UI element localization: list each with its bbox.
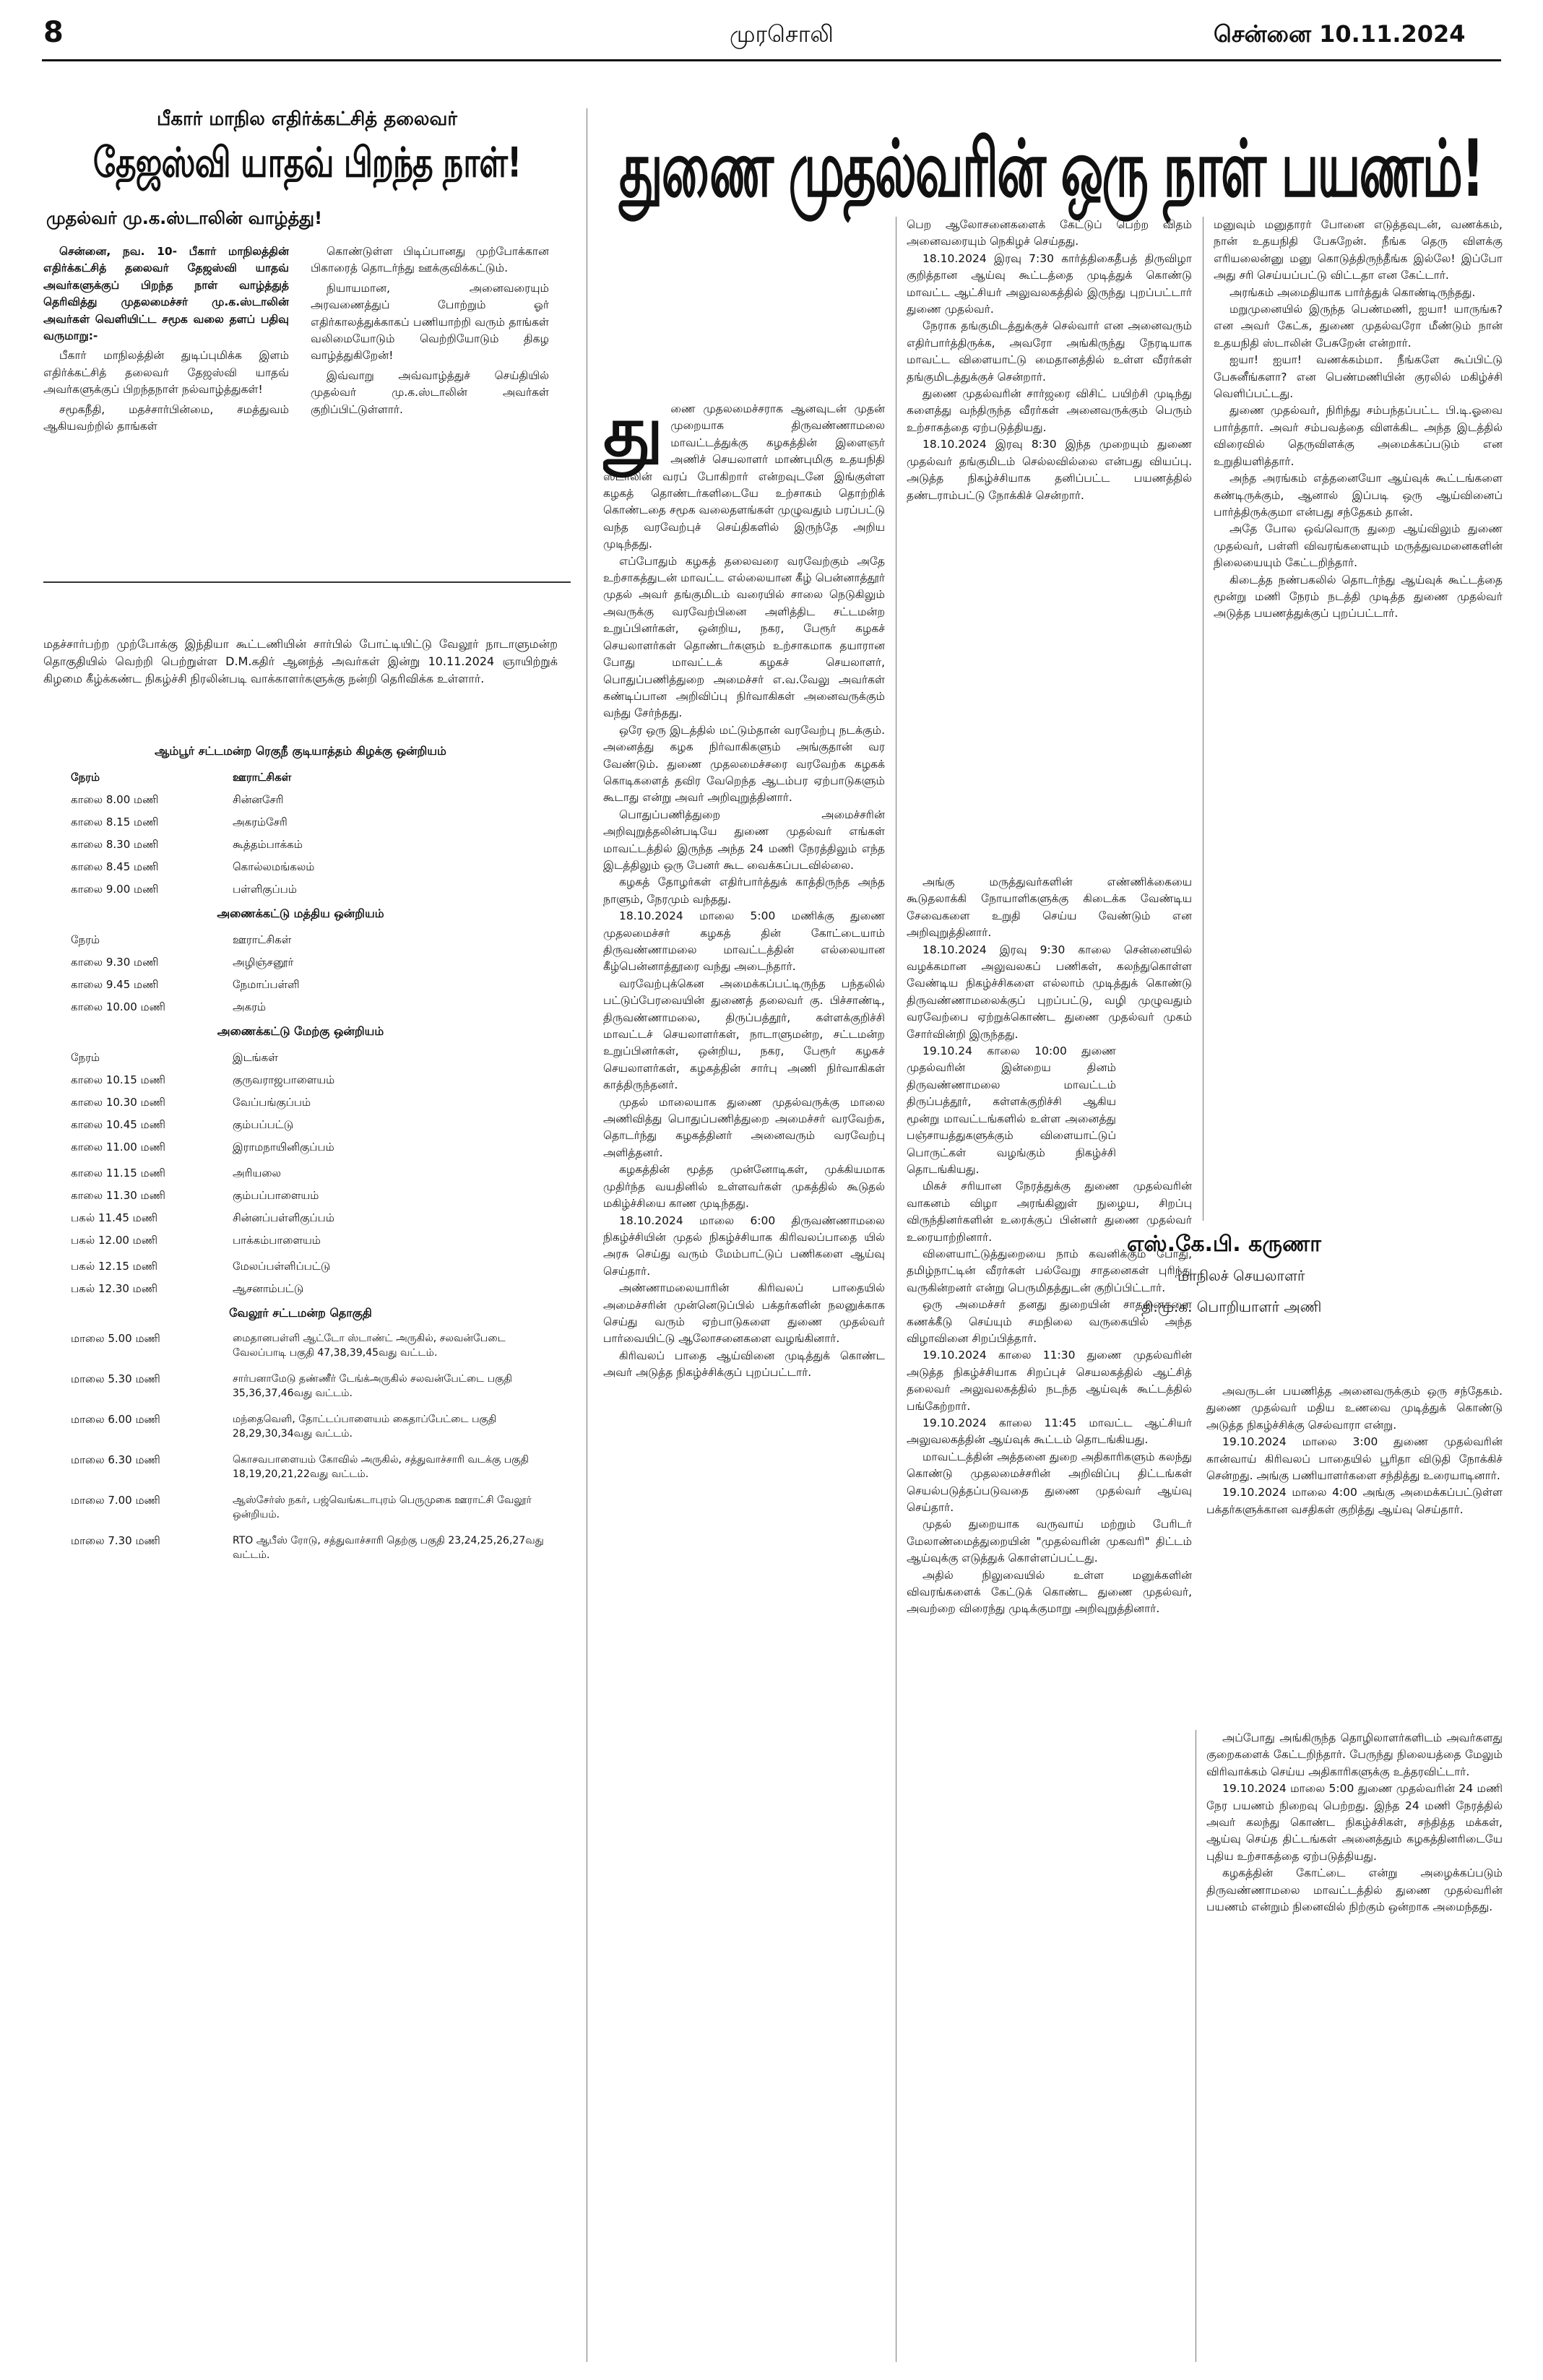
author-org: தி.மு.க. பொறியாளர் அணி [1141,1298,1322,1315]
schedule-time: காலை 8.15 மணி [71,815,159,828]
main-paragraph: துணை முதல்வரின் சார்ஜரை விசிட் பயிற்சி முடிந்து களைத்து வந்திருந்த வீரர்கள் அனைவருக்கும் பெரும் உற்சாகத்தை ஏற்படுத்தியது. [907,387,1192,434]
schedule-time: காலை 10.00 மணி [71,1000,165,1013]
main-paragraph: வரவேற்புக்கென அமைக்கப்பட்டிருந்த பந்தலில் பட்டுப்பேரவையின் துணைத் தலைவர் கு. பிச்சாண்டி, திருவண்ணாமலை, திருப்பத்தூர், கள்ளக்குறிச்சி மாவட்டச் செயலாளர்கள், நாடாளுமன்ற, சட்டமன்ற உறுப்பினர்கள், ஒன்றிய, நகர, பேரூர் கழகச் செயலாளர்கள், கழகத்தின் சார்பு அணி நிர்வாகிகள் காத்திருந்தனர். [603,977,885,1092]
main-headline: துணை முதல்வரின் ஒரு நாள் பயணம்! [619,123,1483,215]
left-paragraph: இவ்வாறு அவ்வாழ்த்துச் செய்தியில் முதல்வர் மு.க.ஸ்டாலின் அவர்கள் குறிப்பிட்டுள்ளார். [311,368,549,416]
schedule-place: ஆஸ்சேர்ஸ் நகர், பஜ்வெங்கடாபுரம் பெருமுகை ஊராட்சி வேலூர் ஒன்றியம். [233,1494,532,1520]
schedule-row [43,996,558,1018]
schedule-time: காலை 9.30 மணி [71,956,159,969]
schedule-place: கூத்தம்பாக்கம் [233,838,303,851]
main-paragraph: முதல் மாலையாக துணை முதல்வருக்கு மாலை அணிவித்து பொதுப்பணித்துறை அமைச்சர் வரவேற்க, தொடர்ந்து கழகத்தினர் அனைவரும் வரவேற்பு அளித்தனர். [603,1095,885,1159]
main-paragraph: ஐயா! ஐயா! வணக்கம்மா. நீங்களே கூப்பிட்டு பேசுனீங்களா? என பெண்மணியின் குரலில் மகிழ்ச்சி வெளிப்பட்டது. [1214,353,1503,401]
schedule-row [43,1114,558,1136]
schedule-place: மேலப்பள்ளிப்பட்டு [233,1260,331,1273]
main-paragraph: 19.10.2024 மாலை 5:00 துணை முதல்வரின் 24 மணி நேர பயணம் நிறைவு பெற்றது. இந்த 24 மணி நேரத்தில் அவர் கலந்து கொண்ட நிகழ்ச்சிகள், சந்தித்த மக்கள், ஆய்வு செய்த திட்டங்கள் அனைத்தும் கழகத்தினரிடையே புதிய உற்சாகத்தை ஏற்படுத்தியது. [1206,1782,1503,1863]
place-header: ஊராட்சிகள் [233,771,292,784]
main-paragraph: கிடைத்த நண்பகலில் தொடர்ந்து ஆய்வுக் கூட்டத்தை மூன்று மணி நேரம் நடத்தி முடித்த துணை முதல்வர் அடுத்த பயணத்துக்குப் புறப்பட்டார். [1214,573,1503,620]
schedule-time: காலை 10.45 மணி [71,1118,165,1131]
schedule-row [43,1278,558,1300]
schedule-table [43,744,558,1571]
schedule-row [43,1069,558,1091]
schedule-place: வேப்பங்குப்பம் [233,1096,311,1109]
main-paragraph: 19.10.2024 காலை 11:30 துணை முதல்வரின் அடுத்த நிகழ்ச்சியாக சிறப்புச் செயலகத்தில் ஆட்சித் தலைவர் அலுவலகத்தில் நடந்த ஆய்வுக் கூட்டத்தில் பங்கேற்றார். [907,1349,1192,1413]
schedule-time: மாலை 7.30 மணி [71,1534,160,1547]
main-col-b-top [907,217,1192,722]
schedule-time: மாலை 5.30 மணி [71,1372,160,1385]
schedule-place: அகரம்சேரி [233,815,288,828]
main-paragraph: கழகத்தின் கோட்டை என்று அழைக்கப்படும் திருவண்ணாமலை மாவட்டத்தில் துணை முதல்வரின் பயணம் என்றும் நினைவில் நிற்கும் ஒன்றாக அமைந்தது. [1206,1866,1503,1914]
schedule-time: காலை 10.15 மணி [71,1073,165,1086]
schedule-time: காலை 11.00 மணி [71,1141,165,1154]
left-subhead: முதல்வர் மு.க.ஸ்டாலின் வாழ்த்து! [46,208,323,228]
main-paragraph: விளையாட்டுத்துறையை நாம் கவனிக்கும் போது, தமிழ்நாட்டின் வீரர்கள் பல்வேறு சாதனைகள் புரிந்து வருகின்றனர் என்று பெருமிதத்துடன் குறிப்பிட்டார். [907,1247,1192,1294]
dropcap: து [603,401,664,472]
main-paragraph: 18.10.2024 இரவு 7:30 கார்த்திகைதீபத் திருவிழா குறித்தான ஆய்வு கூட்டத்தை முடித்துக் கொண்டு மாவட்ட ஆட்சியர் அலுவலகத்தில் இருந்து புறப்பட்டார் துணை முதல்வர். [907,251,1192,316]
schedule-header-row [43,766,558,789]
schedule-row [43,878,558,901]
left-headline: தேஜஸ்வி யாதவ் பிறந்த நாள்! [92,139,522,187]
main-paragraph: துணை முதல்வர், நிரிந்து சம்பந்தப்பட்ட பி.டி.ஓவை பார்த்தார். அவர் சம்பவத்தை விளக்கிட அந்த இடத்தில் விரைவில் தெருவிளக்கு அமைக்கப்படும் என உறுதியளித்தார். [1214,404,1503,468]
main-paragraph: நேராக தங்குமிடத்துக்குச் செல்வார் என அனைவரும் எதிர்பார்த்திருக்க, அவரோ அங்கிருந்து நேரடியாக மாவட்ட விளையாட்டு மைதானத்தில் உள்ள வீரர்கள் தங்குமிடத்துக்குச் சென்றார். [907,319,1192,384]
schedule-time: காலை 8.00 மணி [71,793,159,806]
schedule-place: சார்பனாமேடு தண்ணீர் டேங்க்அருகில் சலவன்பேட்டை பகுதி 35,36,37,46வது வட்டம். [233,1373,512,1399]
schedule-time: மாலை 5.00 மணி [71,1332,160,1345]
schedule-row [43,1159,558,1185]
schedule-time: மாலை 7.00 மணி [71,1494,160,1507]
main-paragraph: அப்போது அங்கிருந்த தொழிலாளர்களிடம் அவர்களது குறைகளைக் கேட்டறிந்தார். பேருந்து நிலையத்தை மேலும் விரிவாக்கம் செய்ய அதிகாரிகளுக்கு உத்தரவிட்டார். [1206,1731,1503,1778]
main-paragraph: எப்போதும் கழகத் தலைவரை வரவேற்கும் அதே உற்சாகத்துடன் மாவட்ட எல்லையான கீழ் பென்னாத்தூர் முதல் அவர் தங்குமிடம் வரையில் சாலை நெடுகிலும் அவருக்கு வரவேற்பினை அளித்திட சட்டமன்ற உறுப்பினர்கள், ஒன்றிய, நகர, பேரூர் கழகச் செயலாளர்கள் தொண்டர்களும் உற்சாகமாக தயாரான போது மாவட்டக் கழகச் செயலாளர், பொதுப்பணித்துறை அமைச்சர் எ.வ.வேலு அவர்கள் கண்டிப்பான அறிவிப்பு நிர்வாகிகள் அனைவருக்கும் வந்து சேர்ந்தது. [603,554,885,720]
schedule-place: கும்பப்பட்டு [233,1118,294,1131]
author-role: மாநிலச் செயலாளர் [1177,1267,1305,1284]
schedule-time: மாலை 6.00 மணி [71,1413,160,1426]
schedule-row [43,789,558,811]
schedule-time: காலை 8.45 மணி [71,860,159,873]
schedule-time: பகல் 11.45 மணி [71,1211,158,1224]
paper-name: முரசொலி [730,20,834,48]
left-story [43,108,571,563]
schedule-row [43,834,558,856]
schedule-place: நேமாப்பள்ளி [233,978,300,991]
main-col-b-bottom [907,874,1192,2362]
schedule-place: இராமநாயினிகுப்பம் [233,1141,334,1154]
time-header: நேரம் [71,1051,100,1064]
schedule-row [43,1531,558,1571]
main-paragraph: 19.10.2024 காலை 11:45 மாவட்ட ஆட்சியர் அலுவலகத்தின் ஆய்வுக் கூட்டம் தொடங்கியது. [907,1416,1192,1447]
place-header: இடங்கள் [233,1051,278,1064]
schedule-row [43,1229,558,1252]
main-col-a [603,401,885,2362]
schedule-time: பகல் 12.30 மணி [71,1282,158,1295]
schedule-row [43,1409,558,1450]
schedule-place: அகரம் [233,1000,267,1013]
schedule-place: சின்னப்பள்ளிகுப்பம் [233,1211,334,1224]
left-kicker: பீகார் மாநில எதிர்க்கட்சித் தலைவர் [157,108,457,130]
main-paragraph: பொதுப்பணித்துறை அமைச்சரின் அறிவுறுத்தலின்படியே துணை முதல்வர் எங்கள் மாவட்டத்தில் இருந்த அந்த 24 மணி நேரத்திலும் எந்த இடத்திலும் ஒரு பேனர் கூட வைக்கப்படவில்லை. [603,808,885,872]
schedule-row [43,1136,558,1159]
main-paragraph: 19.10.24 காலை 10:00 துணை முதல்வரின் இன்றைய தினம் திருவண்ணாமலை மாவட்டம் திருப்பத்தூர், கள்ளக்குறிச்சி ஆகிய மூன்று மாவட்டங்களில் உள்ள அனைத்து பஞ்சாயத்துகளுக்கும் விளையாட்டுப் பொருட்கள் வழங்கும் நிகழ்ச்சி தொடங்கியது. [907,1044,1116,1176]
main-paragraph: 18.10.2024 இரவு 8:30 இந்த முறையும் துணை முதல்வர் தங்குமிடம் செல்லவில்லை என்பது வியப்பு. அடுத்த நிகழ்ச்சியாக தனிப்பட்ட பயணத்தில் தண்டராம்பட்டு நோக்கிச் சென்றார். [907,438,1192,502]
left-col-1 [43,243,289,554]
main-paragraph: ஒரு அமைச்சர் தனது துறையின் சாதனைகளை கணக்கீடு செய்யும் சமநிலை வருகையில் அந்த விழாவினை சிறப்பித்தார். [907,1298,1192,1345]
schedule-row [43,811,558,834]
place-header: ஊராட்சிகள் [233,933,292,946]
time-header: நேரம் [71,933,100,946]
main-paragraph: ணை முதலமைச்சராக ஆனவுடன் முதன் முறையாக திருவண்ணாமலை மாவட்டத்துக்கு கழகத்தின் இளைஞர் அணிச் செயலாளர் மாண்புமிகு உதயநிதி ஸ்டாலின் வரப் போகிறார் என்றவுடனே இங்குள்ள கழகத் தொண்டர்களிடையே உற்சாகம் தொற்றிக் கொண்டதை சமூக வலைதளங்கள் முழுவதும் பரப்பட்டு வந்த வரவேற்புச் செய்திகளில் இருந்தே அறிய முடிந்தது. [603,402,885,551]
byline-box [1127,1232,1344,1325]
main-paragraph: அவருடன் பயணித்த அனைவருக்கும் ஒரு சந்தேகம். துணை முதல்வர் மதிய உணவை முடித்துக் கொண்டு அடுத்த நிகழ்ச்சிக்கு செல்வாரா என்று. [1206,1385,1503,1432]
main-paragraph: முதல் துறையாக வருவாய் மற்றும் பேரிடர் மேலாண்மைத்துறையின் "முதல்வரின் முகவரி" திட்டம் ஆய்வுக்கு எடுத்துக் கொள்ளப்பட்டது. [907,1518,1192,1565]
main-paragraph: கழகத் தோழர்கள் எதிர்பார்த்துக் காத்திருந்த அந்த நாளும், நேரமும் வந்தது. [603,875,885,906]
main-paragraph: அண்ணாமலையாரின் கிரிவலப் பாதையில் அமைச்சரின் முன்னெடுப்பில் பக்தர்களின் நலனுக்காக செய்து வரும் ஏற்பாடுகளை துணை முதல்வர் பார்வையிட்டு ஆலோசனைகளை வழங்கினார். [603,1281,885,1346]
main-col-c-mid [1206,1383,1503,1643]
schedule-place: ஆசனாம்பட்டு [233,1282,304,1295]
author-name: எஸ்.கே.பி. கருணா [1127,1232,1321,1257]
main-paragraph: 19.10.2024 மாலை 3:00 துணை முதல்வரின் கான்வாய் கிரிவலப் பாதையில் பூரிதா விடுதி நோக்கிச் சென்றது. அங்கு பணியாளர்களை சந்தித்து உரையாடினார். [1206,1435,1503,1483]
main-paragraph: அங்கு மருத்துவர்களின் எண்ணிக்கையை கூடுதலாக்கி நோயாளிகளுக்கு கிடைக்க வேண்டிய சேவைகளை உறுதி செய்ய வேண்டும் என அறிவுறுத்தினார். [907,875,1192,940]
schedule-row [43,1252,558,1278]
schedule-section-title: அணைக்கட்டு மத்திய ஒன்றியம் [217,906,384,920]
schedule-row [43,951,558,974]
schedule-row [43,856,558,878]
schedule-time: காலை 9.00 மணி [71,883,159,896]
left-paragraph: சென்னை, நவ. 10- பீகார் மாநிலத்தின் எதிர்க்கட்சித் தலைவர் தேஜஸ்வி யாதவ் அவர்களுக்குப் பிறந்த நாள் வாழ்த்துத் தெரிவித்து முதலமைச்சர் மு.க.ஸ்டாலின் அவர்கள் வெளியிட்ட சமூக வலை தளப் பதிவு வருமாறு:- [43,245,289,343]
main-col-c-bottom [1206,1730,1503,2362]
time-header: நேரம் [71,771,100,784]
schedule-time: பகல் 12.00 மணி [71,1234,158,1247]
schedule-intro: மதச்சார்பற்ற முற்போக்கு இந்தியா கூட்டணியின் சார்பில் போட்டியிட்டு வேலூர் நாடாளுமன்ற தொகுதியில் வெற்றி பெற்றுள்ள D.M.கதிர் ஆனந்த் அவர்கள் இன்று 10.11.2024 ஞாயிற்றுக் கிழமை கீழ்க்கண்ட நிகழ்ச்சி நிரலின்படி வாக்காளர்களுக்கு நன்றி தெரிவிக்க உள்ளார். [43,637,558,685]
schedule-time: பகல் 12.15 மணி [71,1260,158,1273]
main-paragraph: பெற ஆலோசனைகளைக் கேட்டுப் பெற்ற விதம் அனைவரையும் நெகிழச் செய்தது. [907,218,1192,248]
main-paragraph: அந்த அரங்கம் எத்தனையோ ஆய்வுக் கூட்டங்களை கண்டிருக்கும், ஆனால் இப்படி ஒரு ஆய்வினைப் பார்த்திருக்குமா என்பது சந்தேகம் தான். [1214,472,1503,519]
schedule-row [43,1207,558,1229]
schedule-row [43,974,558,996]
left-col-2 [311,243,549,554]
main-paragraph: மறுமுனையில் இருந்த பெண்மணி, ஐயா! யாருங்க? என அவர் கேட்க, துணை முதல்வரோ மீண்டும் நான் உதயநிதி ஸ்டாலின் பேசுறேன் என்றார். [1214,303,1503,350]
schedule-place: கொசவபாளையம் கோவில் அருகில், சத்துவாச்சாரி வடக்கு பகுதி 18,19,20,21,22வது வட்டம். [233,1454,530,1480]
schedule-time: காலை 11.30 மணி [71,1189,165,1202]
schedule-place: சின்னசேரி [233,793,284,806]
schedule-place: கும்பப்பாளையம் [233,1189,319,1202]
schedule-time: காலை 9.45 மணி [71,978,159,991]
schedule-place: பாக்கம்பாளையம் [233,1234,321,1247]
main-paragraph: கழகத்தின் மூத்த முன்னோடிகள், முக்கியமாக முதிர்ந்த வயதினில் உள்ளவர்கள் முகத்தில் கூடுதல் மகிழ்ச்சியை காண முடிந்தது. [603,1163,885,1211]
schedule-section-title: ஆம்பூர் சட்டமன்ற ரெகுநீ குடியாத்தம் கிழக்கு ஒன்றியம் [155,744,446,758]
main-paragraph: அரங்கம் அமைதியாக பார்த்துக் கொண்டிருந்தது. [1229,285,1476,299]
schedule-header-row [43,1047,558,1069]
left-paragraph: கொண்டுள்ள பிடிப்பானது முற்போக்கான பிகாரைத் தொடர்ந்து ஊக்குவிக்கட்டும். [311,245,549,275]
schedule-section-title: வேலூர் சட்டமன்ற தொகுதி [229,1306,372,1320]
main-paragraph: 18.10.2024 மாலை 6:00 திருவண்ணாமலை நிகழ்ச்சியின் முதல் நிகழ்ச்சியாக கிரிவலப்பாதை யில் அரசு செய்து வரும் மேம்பாட்டுப் பணிகளை ஆய்வு செய்தார். [603,1213,885,1278]
schedule-row [43,1369,558,1409]
main-paragraph: கிரிவலப் பாதை ஆய்வினை முடித்துக் கொண்ட அவர் அடுத்த நிகழ்ச்சிக்குப் புறப்பட்டார். [603,1349,885,1380]
schedule-place: குருவராஜபாளையம் [233,1073,335,1086]
main-paragraph: மனுவும் மனுதாரர் போனை எடுத்தவுடன், வணக்கம், நான் உதயநிதி பேசுறேன். நீங்க தெரு விளக்கு எரியலைன்னு மனு கொடுத்திருந்தீங்க இல்லே! இப்போ அது சரி செய்யப்பட்டு விட்டதா என கேட்டார். [1214,218,1503,282]
main-col-c-top [1214,217,1503,1213]
main-paragraph: ஒரே ஒரு இடத்தில் மட்டும்தான் வரவேற்பு நடக்கும். அனைத்து கழக நிர்வாகிகளும் அங்குதான் வர வேண்டும். துணை முதலமைச்சரை வரவேற்க கழகக் கொடிகளைத் தவிர வேறெந்த ஆடம்பர ஏற்பாடுகளும் கூடாது என்று அவர் அறிவுறுத்தினார். [603,723,885,805]
schedule-time: காலை 11.15 மணி [71,1167,165,1180]
schedule-place: அழிஞ்சனூர் [233,956,294,969]
left-paragraph: பீகார் மாநிலத்தின் துடிப்புமிக்க இளம் எதிர்க்கட்சித் தலைவர் தேஜஸ்வி யாதவ் அவர்களுக்குப் பிறந்தநாள் நல்வாழ்த்துகள்! [43,349,289,397]
left-story-rule [43,581,571,583]
main-paragraph: அதில் நிலுவையில் உள்ள மனுக்களின் விவரங்களைக் கேட்டுக் கொண்ட துணை முதல்வர், அவற்றை விரைந்து முடிக்குமாறு அறிவுறுத்தினார். [907,1568,1192,1616]
schedule-row [43,1091,558,1114]
schedule-place: கொல்லமங்கலம் [233,860,315,873]
schedule-row [43,1185,558,1207]
main-paragraph: அதே போல ஒவ்வொரு துறை ஆய்விலும் துணை முதல்வர், பள்ளி விவரங்களையும் மருத்துவமனைகளின் நிலையையும் கேட்டறிந்தார். [1214,522,1503,570]
schedule-place: மந்தைவெளி, தோட்டப்பாளையம் கைதாப்பேட்டை பகுதி 28,29,30,34வது வட்டம். [233,1414,497,1440]
main-paragraph: 18.10.2024 இரவு 9:30 காலை சென்னையில் வழக்கமான அலுவலகப் பணிகள், கலந்துகொள்ள வேண்டிய நிகழ்ச்சிகளை எல்லாம் முடித்துக் கொண்டு திருவண்ணாமலைக்குப் புறப்பட்டு, வழி முழுவதும் வரவேற்பை ஏற்றுக்கொண்ட துணை முதல்வர் முகம் சோர்வின்றி இருந்தது. [907,943,1192,1041]
schedule-section-title: அணைக்கட்டு மேற்கு ஒன்றியம் [217,1024,384,1038]
left-paragraph: நியாயமான, அனைவரையும் அரவணைத்துப் போற்றும் ஓர் எதிர்காலத்துக்காகப் பணியாற்றி வரும் தாங்கள் வலிமையோடும் வெற்றியோடும் திகழ வாழ்த்துகிறேன்! [311,281,549,363]
schedule-row [43,1450,558,1490]
schedule-row [43,1490,558,1531]
city-date: சென்னை 10.11.2024 [1214,20,1466,48]
schedule-place: மைதானபள்ளி ஆட்டோ ஸ்டாண்ட் அருகில், சலவன்பேடை வேலப்பாடி பகுதி 47,38,39,45வது வட்டம். [233,1333,506,1359]
schedule-header-row [43,929,558,951]
schedule-time: மாலை 6.30 மணி [71,1453,160,1466]
main-paragraph: 19.10.2024 மாலை 4:00 அங்கு அமைக்கப்பட்டுள்ள பக்தர்களுக்கான வசதிகள் குறித்து ஆய்வு செய்தார். [1206,1486,1503,1516]
header-rule [42,59,1501,61]
schedule-time: காலை 8.30 மணி [71,838,159,851]
schedule-row [43,1328,558,1369]
schedule-place: அரியலை [233,1167,281,1180]
page-number: 8 [43,16,64,49]
main-paragraph: மிகச் சரியான நேரத்துக்கு துணை முதல்வரின் வாகனம் விழா அரங்கினுள் நுழைய, சிறப்பு விருந்தினர்களின் உரைக்குப் பின்னர் துணை முதல்வர் உரையாற்றினார். [907,1180,1192,1244]
main-paragraph: 18.10.2024 மாலை 5:00 மணிக்கு துணை முதலமைச்சர் கழகத் தின் கோட்டையாம் திருவண்ணாமலை மாவட்டத்தின் எல்லையான கீழ்பென்னாத்தூரை வந்து அடைந்தார். [603,909,885,974]
schedule-place: RTO ஆபீஸ் ரோடு, சத்துவாச்சாரி தெற்கு பகுதி 23,24,25,26,27வது வட்டம். [233,1535,544,1561]
schedule-time: காலை 10.30 மணி [71,1096,165,1109]
schedule-place: பள்ளிகுப்பம் [233,883,297,896]
left-paragraph: சமூகநீதி, மதச்சார்பின்மை, சமத்துவம் ஆகியவற்றில் தாங்கள் [43,402,289,433]
main-paragraph: மாவட்டத்தின் அத்தனை துறை அதிகாரிகளும் கலந்து கொண்டு முதலமைச்சரின் அறிவிப்பு திட்டங்கள் செயல்படுத்தப்படுவதை துணை முதல்வர் ஆய்வு செய்தார். [907,1450,1192,1515]
